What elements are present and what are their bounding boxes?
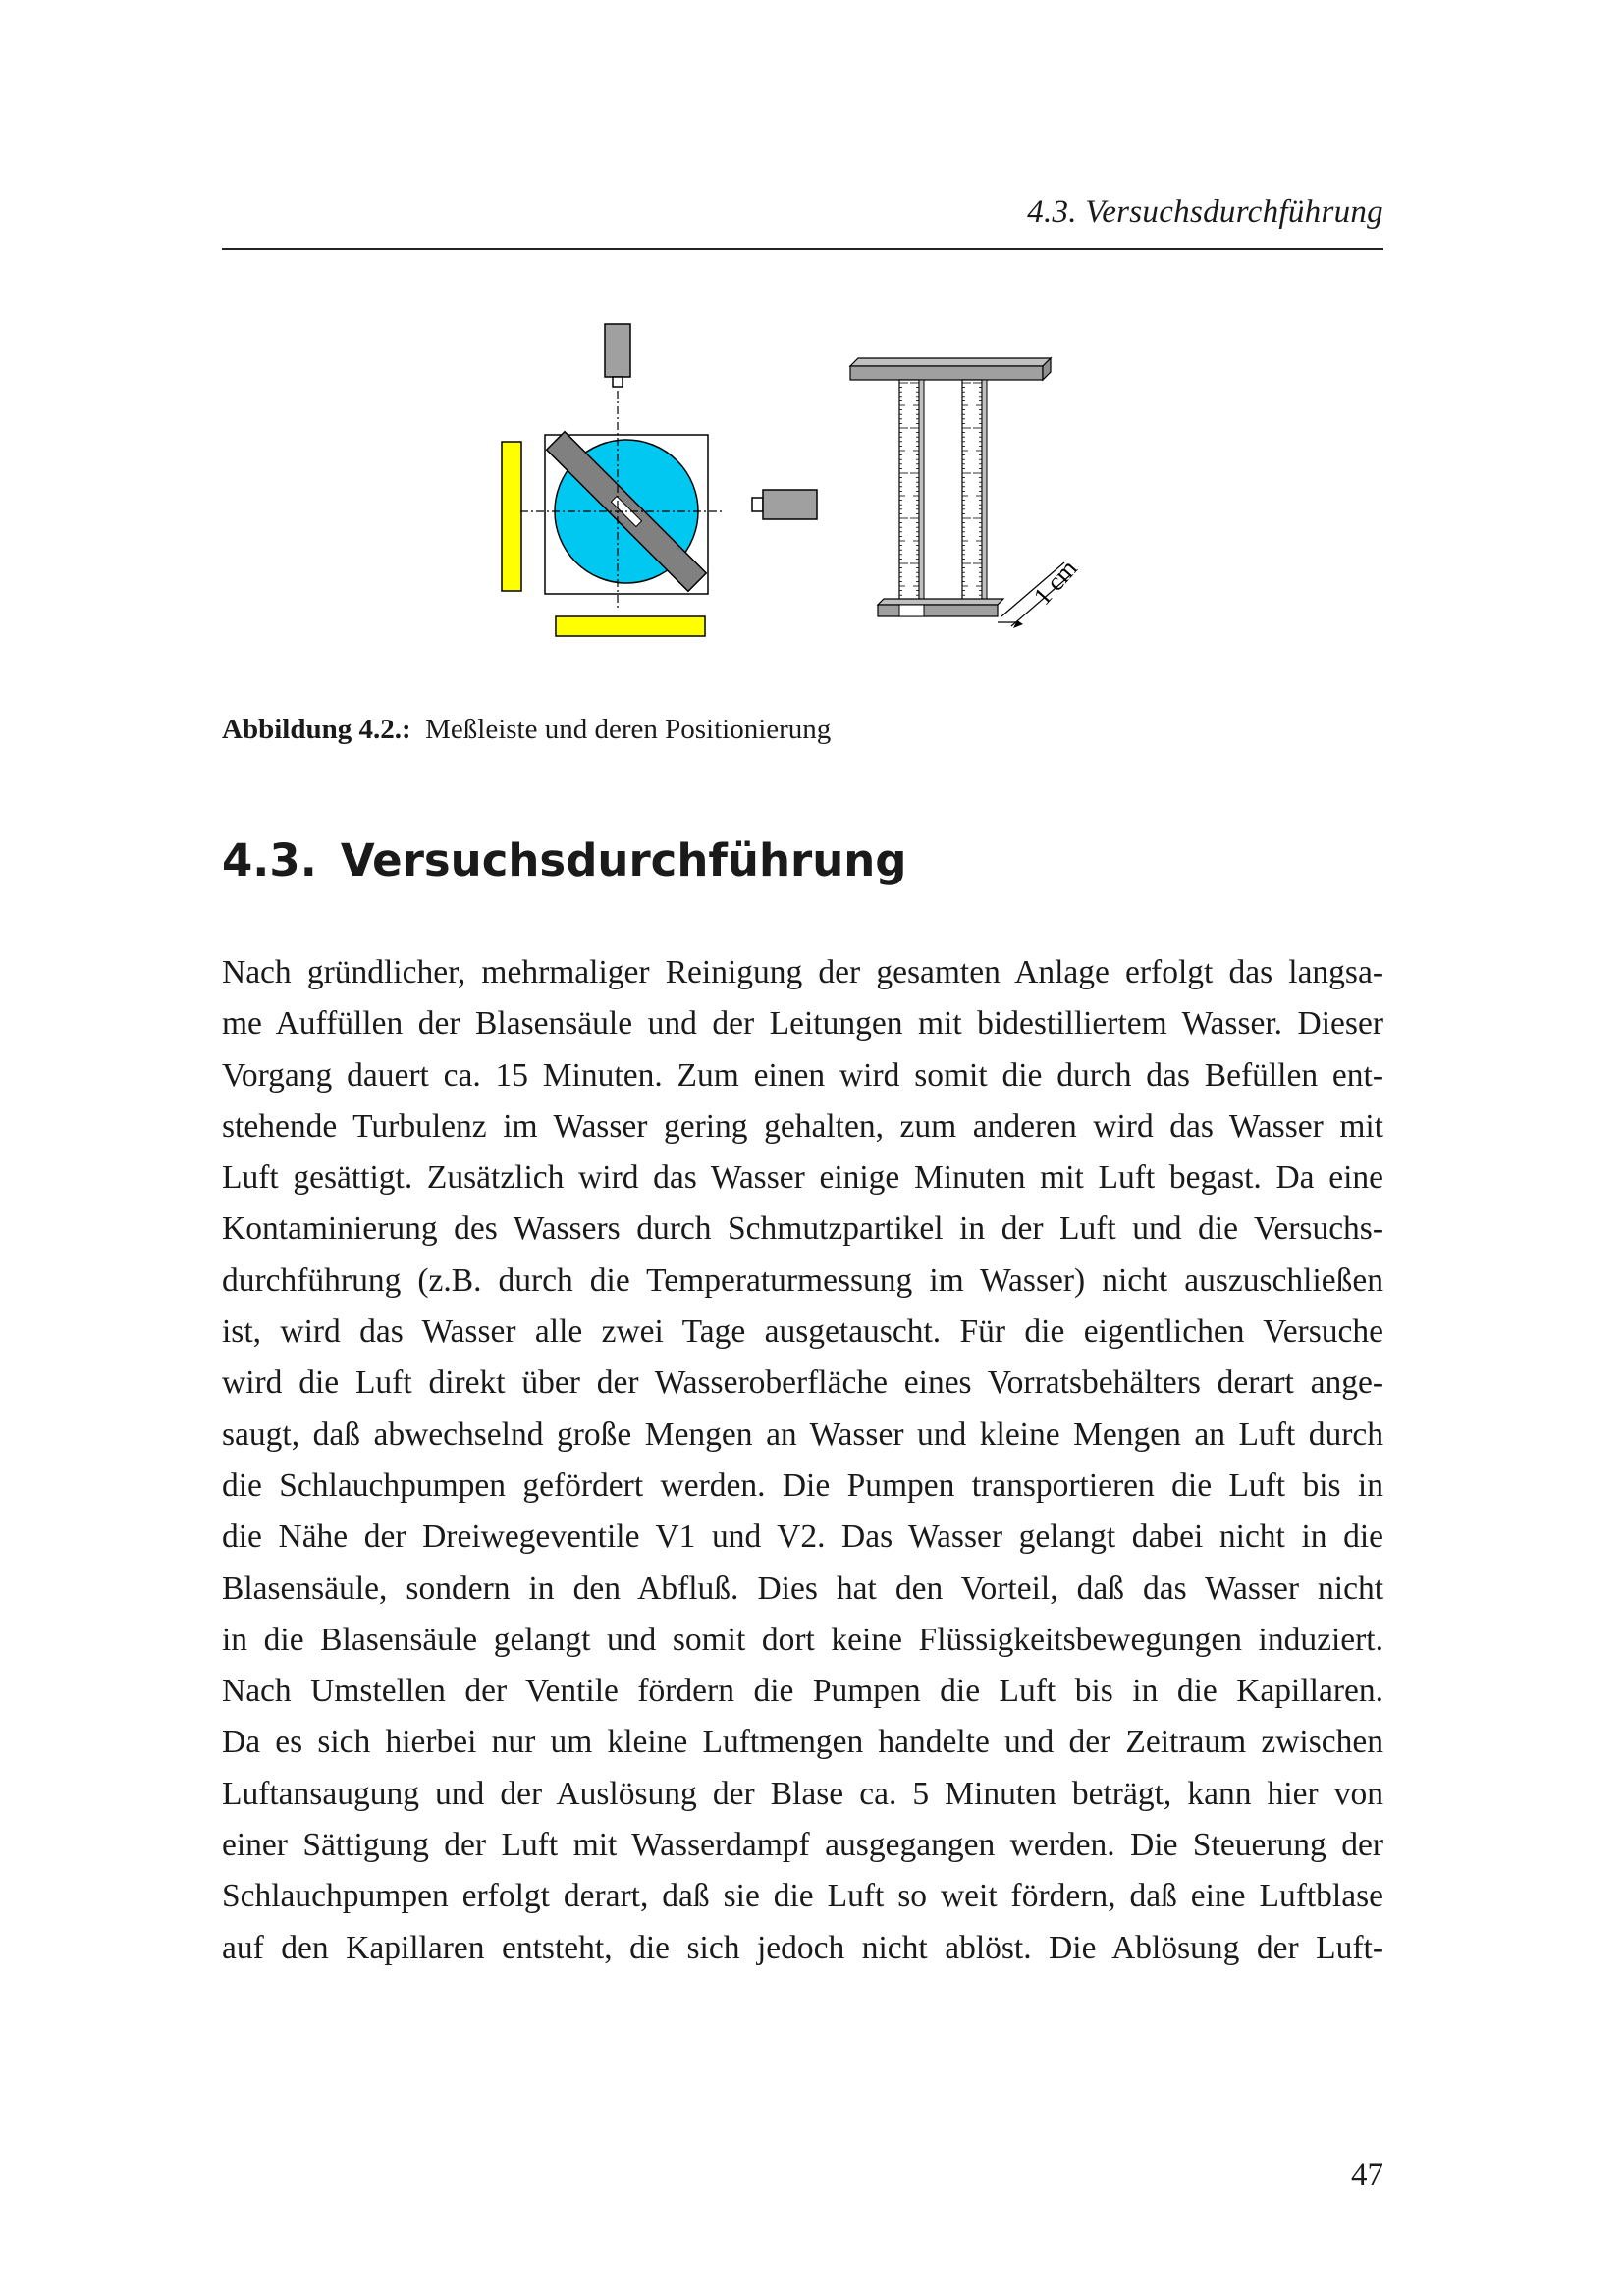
text-line: einer Sättigung der Luft mit Wasserdampf ausgegangen werden. Die Steuerung der [222, 1827, 1383, 1864]
caption-label: Abbildung 4.2.: [222, 714, 411, 745]
caption-text: Meßleiste und deren Positionierung [425, 714, 832, 745]
running-header: 4.3. Versuchsdurchführung [1027, 194, 1383, 230]
header-rule [222, 248, 1383, 250]
text-line: auf den Kapillaren entsteht, die sich jedoch nicht ablöst. Die Ablösung der Luft- [222, 1929, 1383, 1966]
text-line: Nach Umstellen der Ventile fördern die Pumpen die Luft bis in die Kapillaren. [222, 1673, 1383, 1710]
text-line: Schlauchpumpen erfolgt derart, daß sie die Luft so weit fördern, daß eine Luftblase [222, 1878, 1383, 1915]
figure-4-2 [481, 312, 1110, 646]
scale-label: 1 cm [1027, 554, 1083, 612]
text-line: Da es sich hierbei nur um kleine Luftmengen handelte und der Zeitraum zwischen [222, 1724, 1383, 1761]
text-line: ist, wird das Wasser alle zwei Tage ausgetauscht. Für die eigentlichen Versuche [222, 1313, 1383, 1351]
left-light-panel [502, 442, 521, 591]
text-line: saugt, daß abwechselnd große Mengen an Wasser und kleine Mengen an Luft durch [222, 1415, 1383, 1453]
text-line: me Auffüllen der Blasensäule und der Leitungen mit bidestilliertem Wasser. Dieser [222, 1005, 1383, 1042]
section-heading [222, 834, 907, 886]
figure-caption [222, 714, 831, 746]
text-line: Blasensäule, sondern in den Abfluß. Dies hat den Vorteil, daß das Wasser nicht [222, 1570, 1383, 1607]
top-camera-lens [613, 377, 623, 387]
side-camera-lens [752, 498, 763, 511]
text-line: wird die Luft direkt über der Wasseroberfläche eines Vorratsbehälters derart ange- [222, 1364, 1383, 1402]
text-line: in die Blasensäule gelangt und somit dort keine Flüssigkeitsbewegungen induziert. [222, 1621, 1383, 1658]
top-camera [605, 324, 630, 377]
text-line: Kontaminierung des Wassers durch Schmutzpartikel in der Luft und die Versuchs- [222, 1210, 1383, 1248]
section-number: 4.3. [222, 834, 317, 886]
figure-diagram [481, 312, 1110, 646]
text-line: Nach gründlicher, mehrmaliger Reinigung der gesamten Anlage erfolgt das langsa- [222, 954, 1383, 990]
text-line: Luftansaugung und der Auslösung der Blase ca. 5 Minuten beträgt, kann hier von [222, 1775, 1383, 1812]
text-line: die Schlauchpumpen gefördert werden. Die Pumpen transportieren die Luft bis in [222, 1467, 1383, 1504]
body-paragraph [222, 947, 1383, 1974]
text-line: durchführung (z.B. durch die Temperaturmessung im Wasser) nicht auszuschließen [222, 1261, 1383, 1299]
side-camera [763, 490, 817, 519]
text-line: Vorgang dauert ca. 15 Minuten. Zum einen wird somit die durch das Befüllen ent- [222, 1056, 1383, 1094]
text-line: stehende Turbulenz im Wasser gering gehalten, zum anderen wird das Wasser mit [222, 1107, 1383, 1145]
text-line: die Nähe der Dreiwegeventile V1 und V2. Das Wasser gelangt dabei nicht in die [222, 1519, 1383, 1556]
section-title: Versuchsdurchführung [340, 834, 907, 886]
bottom-light-panel [556, 616, 705, 636]
text-line: Luft gesättigt. Zusätzlich wird das Wasser einige Minuten mit Luft begast. Da eine [222, 1159, 1383, 1197]
page-number: 47 [1351, 2158, 1383, 2193]
